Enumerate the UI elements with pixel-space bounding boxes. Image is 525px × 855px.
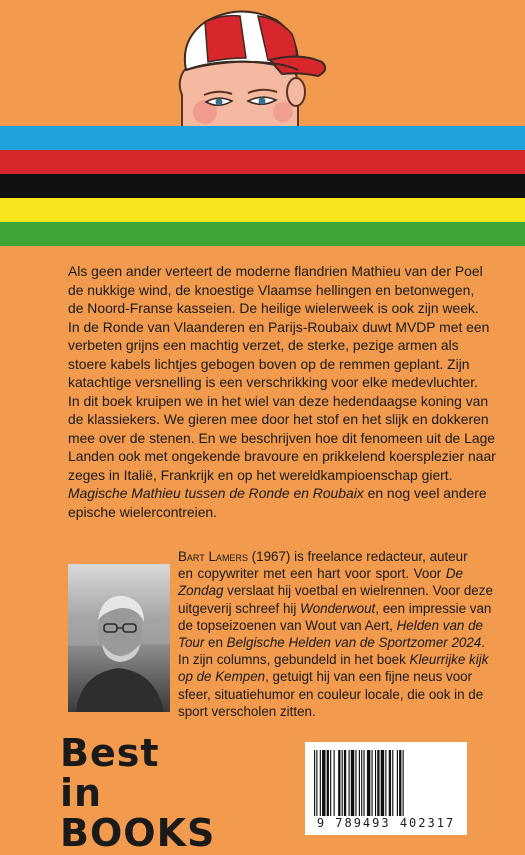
description-line: In dit boek kruipen we in het wiel van deze hedendaagse koning van xyxy=(68,392,489,409)
bio-line: de topseizoenen van Wout van Aert, Helden van de xyxy=(178,617,483,633)
barcode-bar xyxy=(320,750,321,816)
description-line-end: en nog veel andere xyxy=(363,485,487,501)
publisher-logo xyxy=(60,731,216,855)
stripe-green xyxy=(0,222,525,246)
barcode-bar xyxy=(322,750,325,816)
barcode-bar xyxy=(314,750,315,816)
barcode-bar xyxy=(372,750,373,816)
stripe-black xyxy=(0,174,525,198)
barcode-bar xyxy=(381,750,384,816)
barcode-bar xyxy=(338,750,340,816)
description-line: katachtige versnelling is een verschrikking voor elke medevluchter. xyxy=(68,374,478,390)
barcode-bar xyxy=(367,750,370,816)
isbn-number: 9 789493 402317 xyxy=(316,816,456,830)
description-line: mee over de stenen. En we beschrijven hoe dit fenomeen uit de Lage xyxy=(68,429,496,446)
logo-line-2: BOOKS xyxy=(60,811,216,855)
barcode-bar xyxy=(316,750,317,816)
bio-line: uitgeverij schreef hij Wonderwout, een impressie van xyxy=(178,600,492,616)
bio-line: op de Kempen, getuigt hij van een fijne neus voor xyxy=(178,669,473,685)
stripe-blue xyxy=(0,126,525,150)
barcode-bar xyxy=(397,750,398,816)
book-description xyxy=(68,262,496,521)
barcode-bar xyxy=(351,750,354,816)
book-title-italic: Magische Mathieu tussen de Ronde en Roubaix xyxy=(68,485,364,501)
barcode-bar xyxy=(330,750,331,816)
description-line: verbeten grijns een machtig verzet, de sterke, pezige armen als xyxy=(68,337,459,353)
barcode-bar xyxy=(392,750,393,816)
barcode-bar xyxy=(355,750,356,816)
description-line: zeges in Italië, Frankrijk en op het wereldkampioenschap giert. xyxy=(68,466,453,483)
barcode-bar xyxy=(359,750,360,816)
cartoon-illustration xyxy=(0,0,525,135)
author-bio xyxy=(178,548,493,720)
isbn-barcode xyxy=(305,742,467,835)
barcode-bar xyxy=(377,750,379,816)
barcode-bar xyxy=(349,750,350,816)
barcode-bars xyxy=(313,750,459,816)
bio-line: sport verscholen zitten. xyxy=(178,703,316,719)
barcode-bar xyxy=(389,750,391,816)
stripe-yellow xyxy=(0,198,525,222)
barcode-bar xyxy=(342,750,343,816)
description-line xyxy=(68,484,487,503)
description-line: In de Ronde van Vlaanderen en Parijs-Roubaix duwt MVDP met een xyxy=(68,318,490,335)
barcode-bar xyxy=(399,750,401,816)
barcode-bar xyxy=(385,750,386,816)
description-line: de klassiekers. We gieren mee door het stof en het slijk en dokkeren xyxy=(68,411,489,427)
description-line: epische wielercontreien. xyxy=(68,503,218,520)
bio-line: Zondag verslaat hij voetbal en wielrennen. Voor deze xyxy=(178,583,493,599)
barcode-bar xyxy=(334,750,335,816)
description-line: stoere kabels lichtjes gebogen boven op de remmen geplant. Zijn xyxy=(68,355,470,372)
description-line: de Noord-Franse kasseien. De heilige wielerweek is ook zijn week. xyxy=(68,300,479,316)
description-line: de nukkige wind, de knoestige Vlaamse hellingen en betonwegen, xyxy=(68,281,475,298)
bio-line: In zijn columns, gebundeld in het boek Kleurrijke kijk xyxy=(178,652,489,668)
bio-line: Tour en Belgische Helden van de Sportzomer 2024. xyxy=(178,635,485,651)
description-line: Landen ook met ongekende bravoure en prikkelend koersplezier naar xyxy=(68,448,496,464)
stripe-red xyxy=(0,150,525,174)
description-line: Als geen ander verteert de moderne flandrien Mathieu van der Poel xyxy=(68,263,483,279)
barcode-bar xyxy=(403,750,404,816)
bio-line: sfeer, situatiehumor en couleur locale, die ook in de xyxy=(178,686,484,702)
author-photo xyxy=(68,564,170,712)
bio-line: en copywriter met een hart voor sport. Voor De xyxy=(178,566,463,582)
author-name: Bart Lamers xyxy=(178,549,248,564)
barcode-bar xyxy=(361,750,362,816)
barcode-bar xyxy=(344,750,346,816)
bio-line: Bart Lamers (1967) is freelance redacteur, auteur xyxy=(178,549,468,564)
barcode-bar xyxy=(375,750,376,816)
barcode-bar xyxy=(363,750,364,816)
rainbow-stripes xyxy=(0,126,525,246)
barcode-bar xyxy=(327,750,329,816)
logo-line-1: Best in xyxy=(60,731,160,815)
